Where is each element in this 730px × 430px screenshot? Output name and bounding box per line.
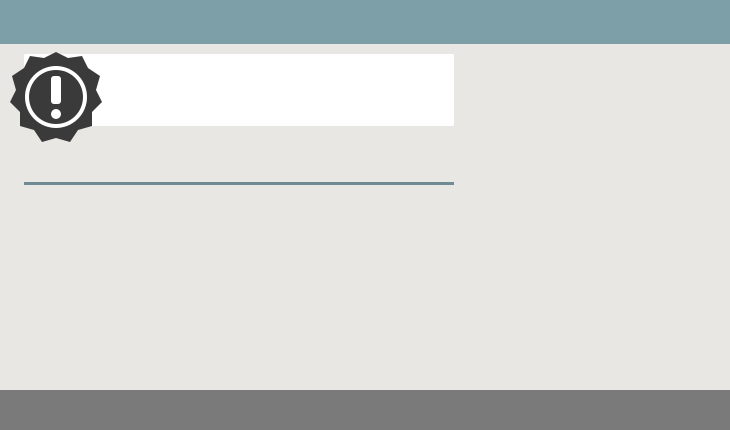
coursework-hex-cluster — [460, 112, 720, 382]
coursework-hex-graphic — [460, 112, 720, 382]
footer — [0, 390, 730, 430]
careers-divider — [24, 182, 454, 185]
title-bar — [0, 0, 730, 44]
exclamation-badge-icon — [8, 50, 104, 146]
